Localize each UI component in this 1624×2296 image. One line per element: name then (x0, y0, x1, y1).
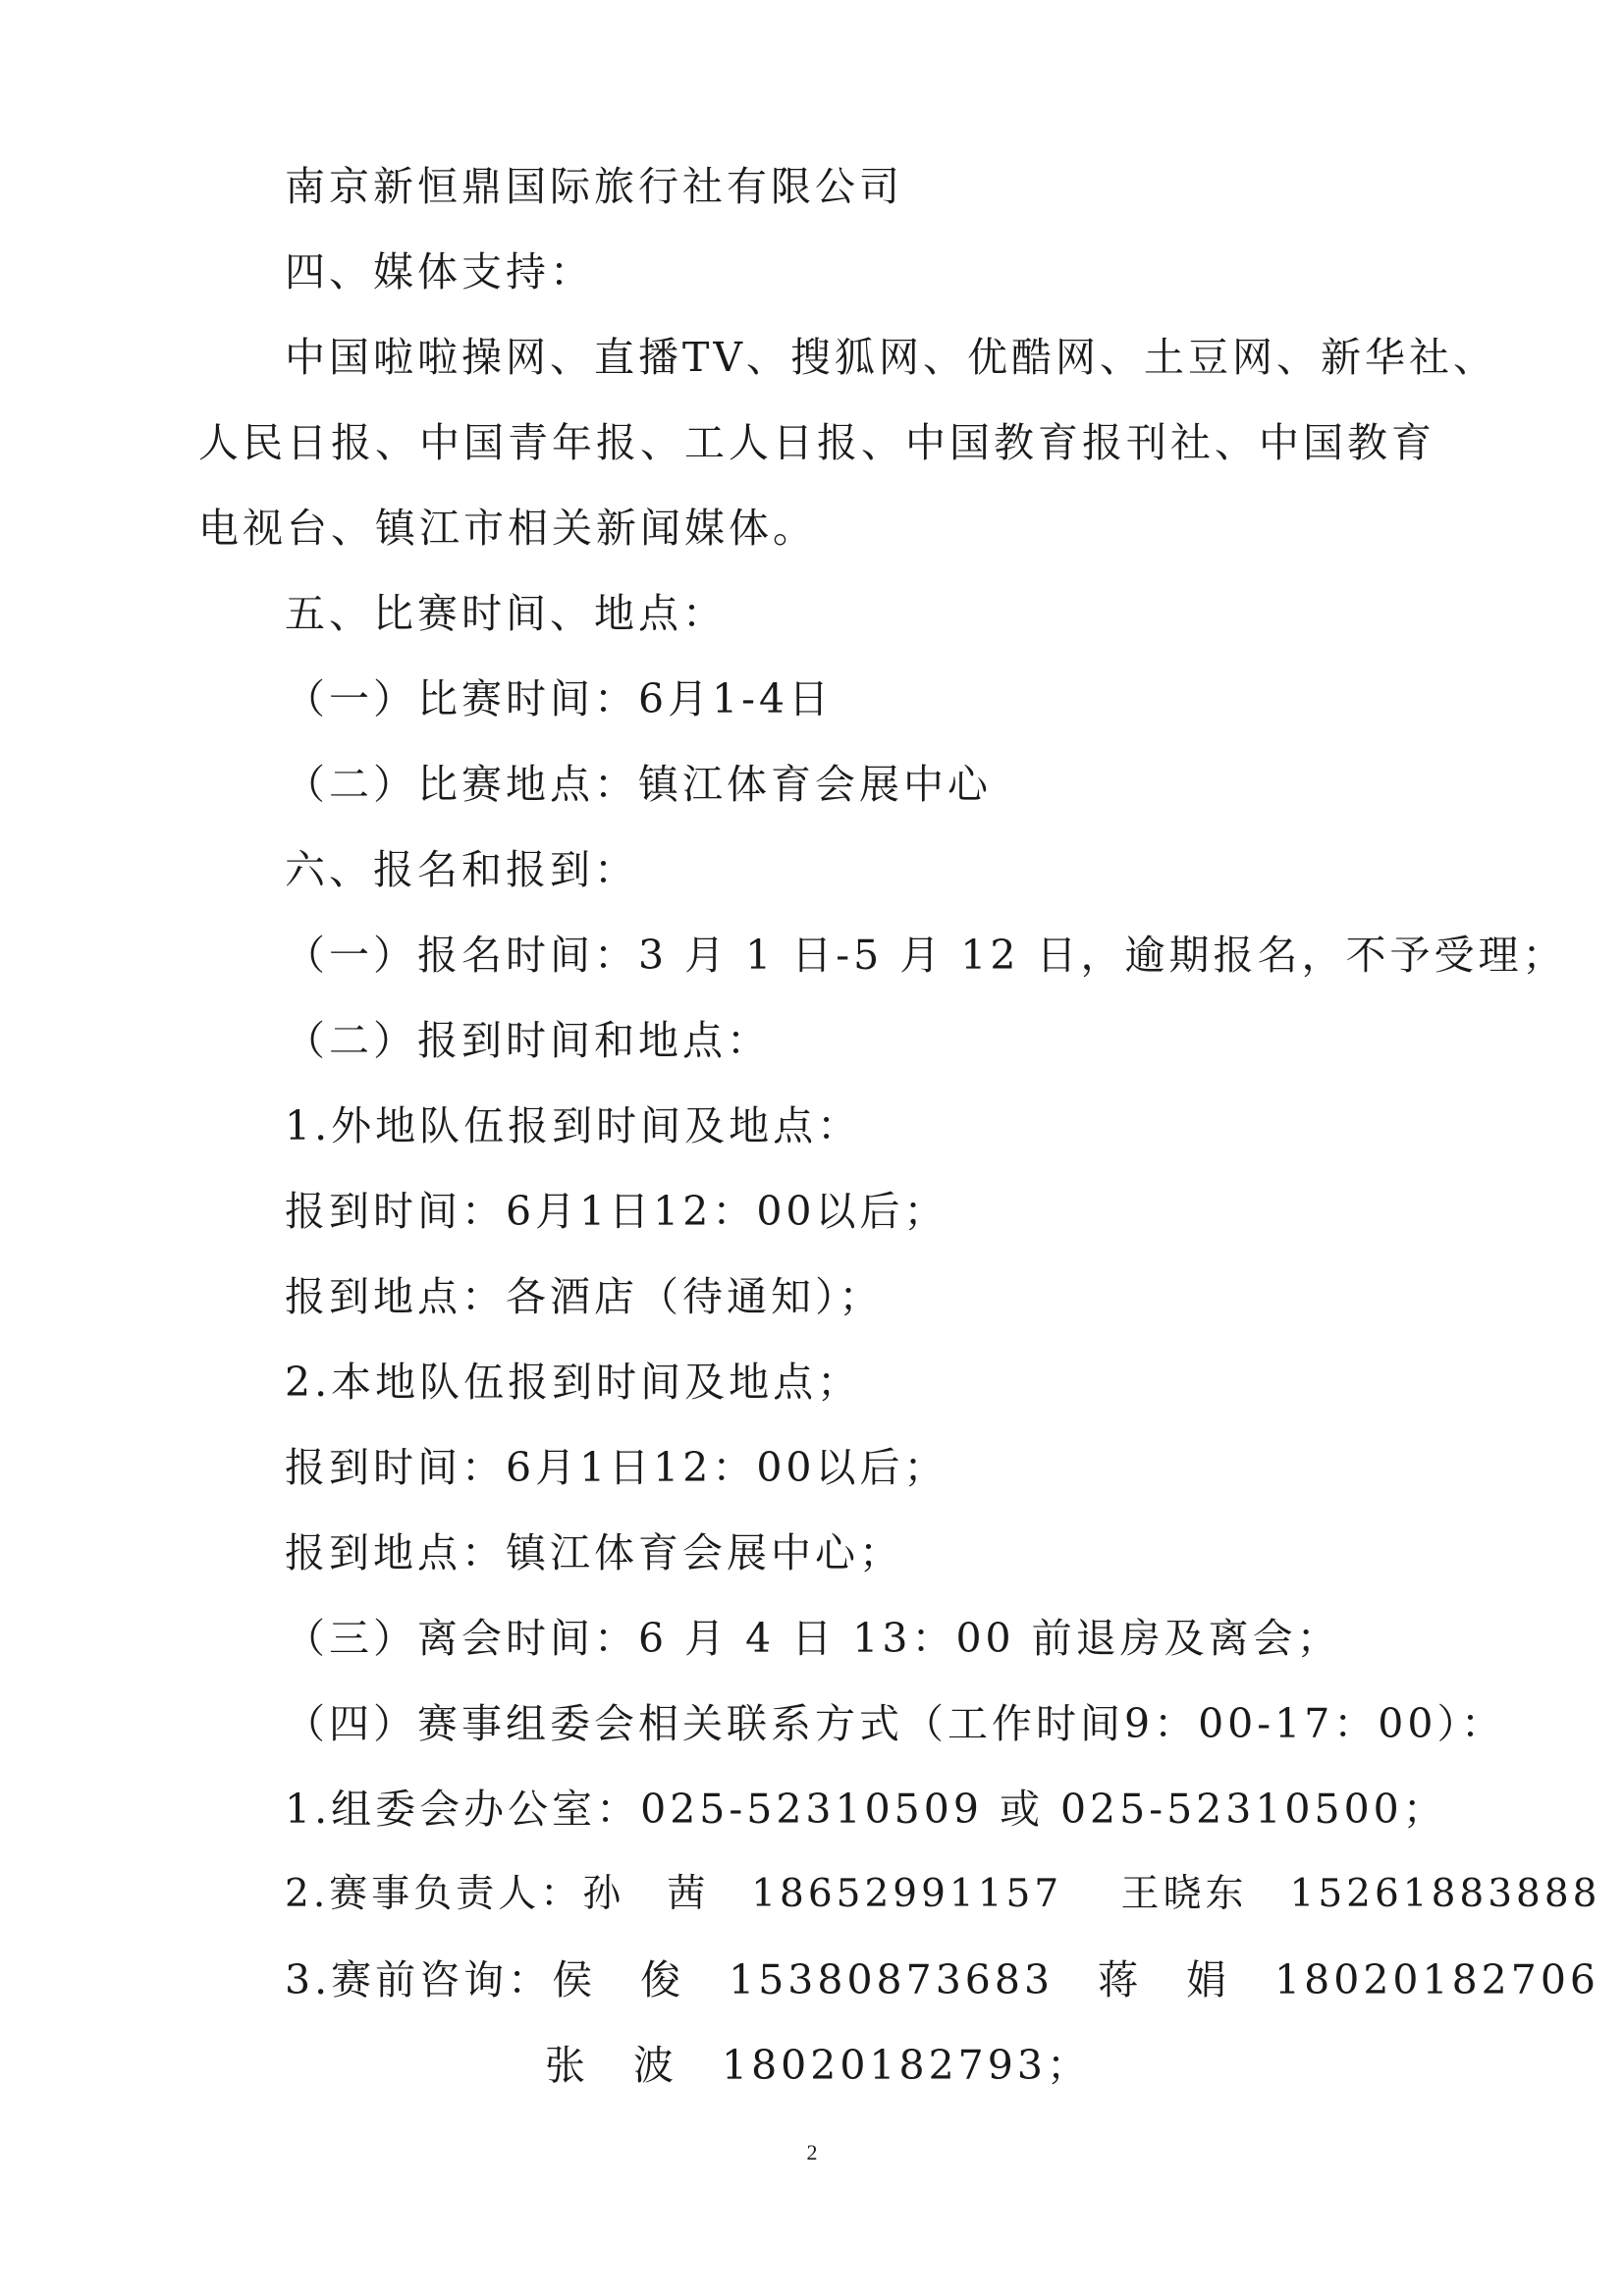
media-list-line-1: 中国啦啦操网、直播TV、搜狐网、优酷网、土豆网、新华社、 (285, 334, 1497, 381)
section-6-heading: 六、报名和报到： (285, 846, 638, 893)
match-venue-line: （二）比赛地点：镇江体育会展中心 (285, 761, 992, 808)
external-check-in-place: 报到地点：各酒店（待通知）； (285, 1273, 884, 1320)
section-4-heading: 四、媒体支持： (285, 248, 594, 295)
external-teams-heading: 1.外地队伍报到时间及地点： (285, 1102, 862, 1149)
registration-time-line: （一）报名时间：3 月 1 日-5 月 12 日，逾期报名，不予受理； (285, 932, 1567, 979)
office-phone-line: 1.组委会办公室：025-52310509 或 025-52310500； (285, 1786, 1447, 1833)
match-time-line: （一）比赛时间：6月1-4日 (285, 675, 834, 722)
local-teams-heading: 2.本地队伍报到时间及地点； (285, 1359, 862, 1406)
local-check-in-place: 报到地点：镇江体育会展中心； (285, 1529, 903, 1576)
local-check-in-time: 报到时间：6月1日12：00以后； (285, 1444, 948, 1491)
media-list-line-3: 电视台、镇江市相关新闻媒体。 (198, 505, 817, 552)
consultation-line-2: 张 波 18020182793； (545, 2042, 1091, 2089)
departure-time-line: （三）离会时间：6 月 4 日 13：00 前退房及离会； (285, 1615, 1341, 1662)
event-leaders-line: 2.赛事负责人：孙 茜 18652991157 王晓东 15261883888 (285, 1872, 1601, 1916)
media-list-line-2: 人民日报、中国青年报、工人日报、中国教育报刊社、中国教育 (198, 419, 1435, 466)
contact-heading: （四）赛事组委会相关联系方式（工作时间9：00-17：00）： (285, 1700, 1505, 1747)
check-in-heading: （二）报到时间和地点： (285, 1017, 771, 1064)
section-5-heading: 五、比赛时间、地点： (285, 590, 727, 637)
consultation-line-1: 3.赛前咨询：侯 俊 15380873683 蒋 娟 18020182706 (285, 1956, 1599, 2003)
page-number: 2 (806, 2140, 818, 2164)
company-name-line: 南京新恒鼎国际旅行社有限公司 (285, 163, 903, 210)
external-check-in-time: 报到时间：6月1日12：00以后； (285, 1188, 948, 1235)
